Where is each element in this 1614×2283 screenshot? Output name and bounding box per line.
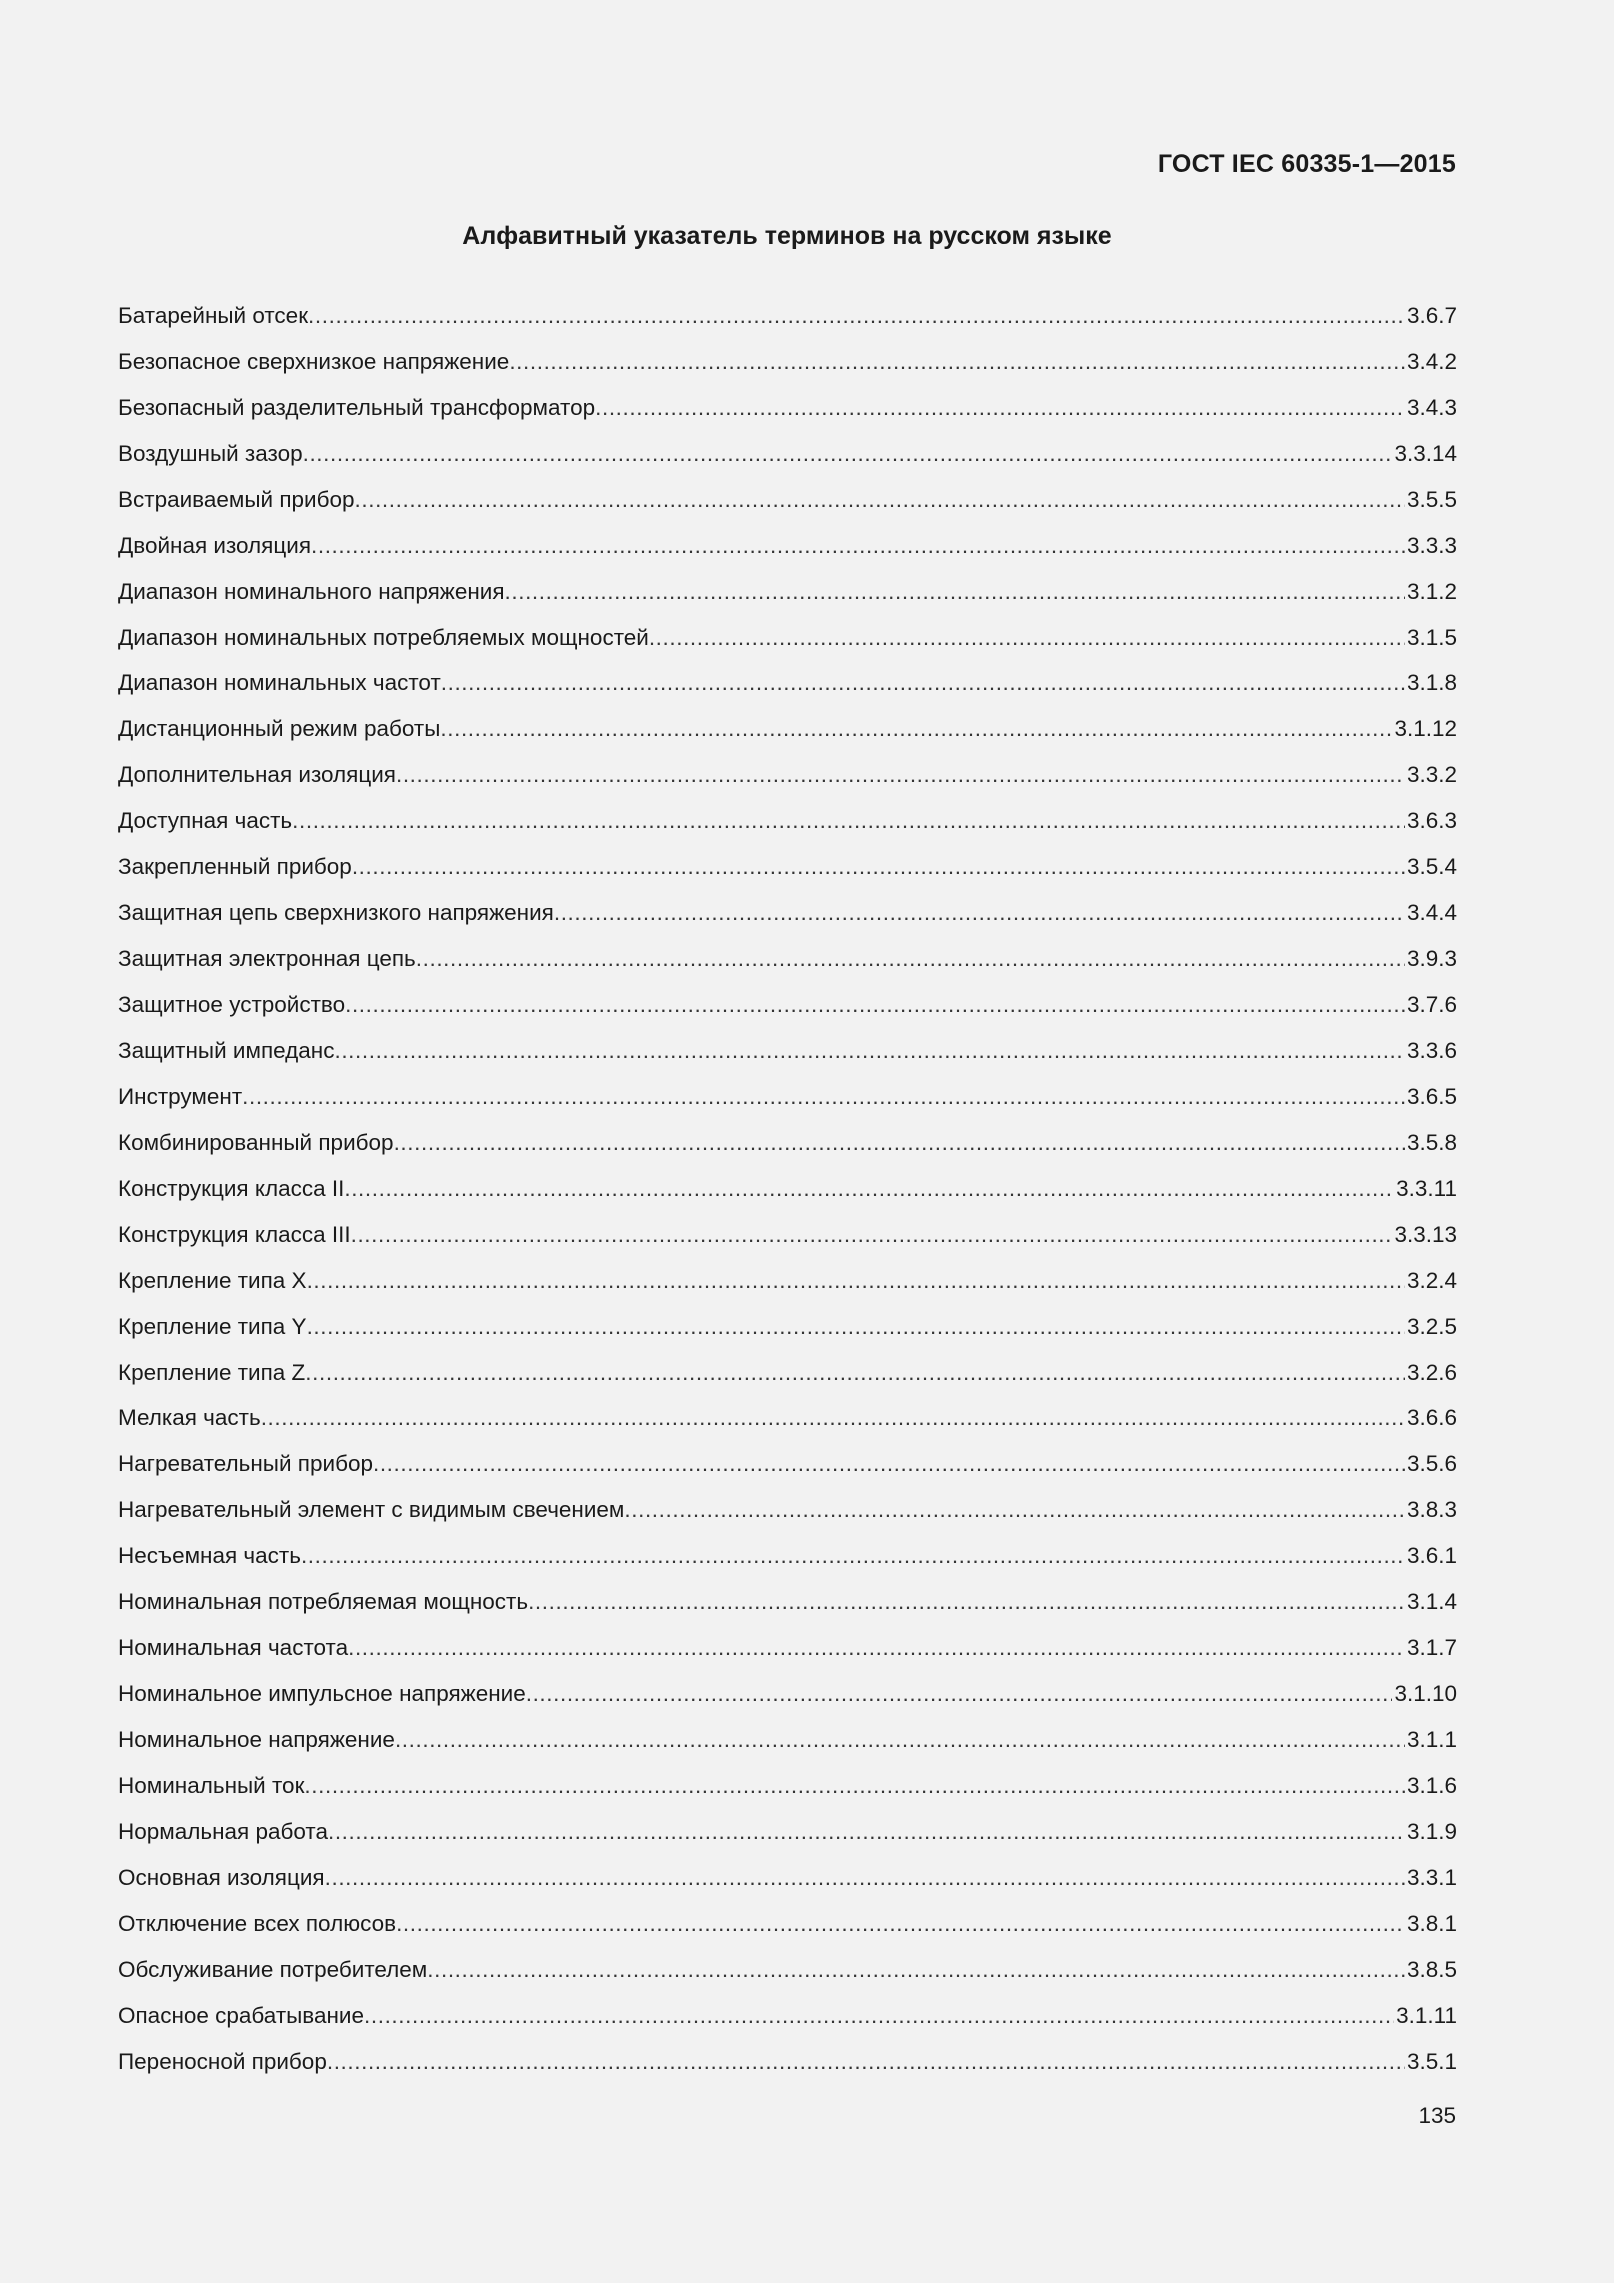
index-entry-term: Номинальный ток [118,1772,305,1798]
index-entry-term: Номинальное импульсное напряжение [118,1681,526,1707]
dot-leader [351,1212,1393,1258]
index-entry [118,1993,1457,2039]
index-entry-reference: 3.6.3 [1406,808,1457,834]
index-entry-term: Инструмент [118,1083,243,1109]
index-entry-reference: 3.8.5 [1406,1956,1457,1982]
dot-leader [394,1120,1405,1166]
dot-leader [355,477,1405,523]
index-entry-term: Диапазон номинальных потребляемых мощностей [118,624,649,650]
dot-leader [395,1717,1405,1763]
dot-leader [292,798,1405,844]
index-entry [118,569,1457,615]
index-entry-reference: 3.1.4 [1406,1589,1457,1615]
dot-leader [327,2039,1405,2085]
index-entry-term: Закрепленный прибор [118,854,352,880]
index-entry-reference: 3.1.5 [1406,624,1457,650]
index-entry-reference: 3.6.6 [1406,1405,1457,1431]
index-entry-reference: 3.1.10 [1394,1681,1457,1707]
index-entry-term: Комбинированный прибор [118,1129,394,1155]
dot-leader [396,1901,1405,1947]
index-entry-term: Конструкция класса III [118,1221,351,1247]
index-entry-term: Опасное срабатывание [118,2002,365,2028]
index-entry-term: Крепление типа Z [118,1359,306,1385]
index-entry-reference: 3.3.1 [1406,1864,1457,1890]
index-entry [118,615,1457,661]
index-entry-reference: 3.3.2 [1406,762,1457,788]
index-entry [118,890,1457,936]
dot-leader [441,660,1405,706]
index-entry [118,1074,1457,1120]
index-entry-term: Номинальная потребляемая мощность [118,1589,529,1615]
dot-leader [325,1855,1405,1901]
index-entry-reference: 3.6.1 [1406,1543,1457,1569]
dot-leader [624,1487,1405,1533]
dot-leader [505,569,1405,615]
index-entry-reference: 3.1.7 [1406,1635,1457,1661]
index-entry-reference: 3.1.6 [1406,1772,1457,1798]
index-entry-reference: 3.1.9 [1406,1818,1457,1844]
index-entry-term: Защитный импеданс [118,1037,335,1063]
dot-leader [649,615,1405,661]
dot-leader [328,1809,1405,1855]
dot-leader [352,844,1405,890]
index-entry-reference: 3.3.3 [1406,532,1457,558]
index-entry-reference: 3.7.6 [1406,992,1457,1018]
index-entry [118,1763,1457,1809]
index-entry [118,1212,1457,1258]
dot-leader [242,1074,1405,1120]
index-entry-reference: 3.9.3 [1406,946,1457,972]
index-entry-term: Батарейный отсек [118,302,309,328]
index-entry [118,1671,1457,1717]
index-entry-term: Воздушный зазор [118,440,303,466]
index-entry-term: Диапазон номинальных частот [118,670,441,696]
index-entry [118,1028,1457,1074]
dot-leader [348,1625,1405,1671]
index-entry [118,661,1457,707]
index-entry-term: Защитная цепь сверхнизкого напряжения [118,900,554,926]
index-entry [118,1855,1457,1901]
dot-leader [305,1350,1405,1396]
index-entry-term: Встраиваемый прибор [118,486,355,512]
index-entry [118,1166,1457,1212]
index-entry-reference: 3.1.2 [1406,578,1457,604]
index-entry [118,1487,1457,1533]
index-entry [118,1350,1457,1396]
index-entry-reference: 3.1.11 [1396,2002,1457,2028]
index-entry-term: Нагревательный элемент с видимым свечением [118,1497,625,1523]
index-entry [118,431,1457,477]
index-entry [118,477,1457,523]
index-entry-term: Нормальная работа [118,1818,328,1844]
dot-leader [303,431,1393,477]
index-entry [118,1809,1457,1855]
index-list [118,293,1457,2085]
index-entry [118,936,1457,982]
index-entry-term: Крепление типа Y [118,1313,307,1339]
index-entry-reference: 3.3.6 [1406,1037,1457,1063]
index-entry [118,1625,1457,1671]
dot-leader [261,1395,1405,1441]
dot-leader [301,1533,1405,1579]
dot-leader [308,293,1405,339]
index-entry-term: Диапазон номинального напряжения [118,578,505,604]
dot-leader [334,1028,1404,1074]
index-entry-reference: 3.4.3 [1406,394,1457,420]
index-entry [118,2039,1457,2085]
index-entry-term: Основная изоляция [118,1864,325,1890]
dot-leader [396,752,1405,798]
index-entry-reference: 3.5.1 [1406,2048,1457,2074]
index-entry [118,1947,1457,1993]
index-entry-term: Обслуживание потребителем [118,1956,428,1982]
index-entry [118,523,1457,569]
dot-leader [364,1993,1394,2039]
dot-leader [344,1166,1394,1212]
index-entry-term: Крепление типа X [118,1267,307,1293]
index-entry-reference: 3.5.5 [1406,486,1457,512]
index-entry-term: Номинальное напряжение [118,1727,395,1753]
index-entry [118,844,1457,890]
index-entry-term: Защитная электронная цепь [118,946,416,972]
index-entry-reference: 3.1.1 [1406,1727,1457,1753]
index-entry-reference: 3.2.4 [1406,1267,1457,1293]
index-entry-reference: 3.6.5 [1406,1083,1457,1109]
index-entry [118,1258,1457,1304]
index-entry [118,385,1457,431]
index-entry-reference: 3.3.14 [1394,440,1457,466]
page-number: 135 [1418,2103,1456,2128]
index-entry [118,1120,1457,1166]
index-entry [118,752,1457,798]
index-entry-reference: 3.4.4 [1406,900,1457,926]
index-entry-term: Дополнительная изоляция [118,762,396,788]
index-entry [118,1579,1457,1625]
dot-leader [528,1579,1405,1625]
dot-leader [440,706,1392,752]
index-entry [118,1533,1457,1579]
index-entry-reference: 3.6.7 [1406,302,1457,328]
dot-leader [373,1441,1405,1487]
dot-leader [554,890,1405,936]
dot-leader [595,385,1405,431]
index-entry [118,798,1457,844]
index-entry-reference: 3.3.11 [1396,1175,1457,1201]
index-entry [118,982,1457,1028]
dot-leader [416,936,1405,982]
index-entry-reference: 3.3.13 [1394,1221,1457,1247]
index-entry-reference: 3.5.6 [1406,1451,1457,1477]
index-entry [118,293,1457,339]
index-entry-term: Дистанционный режим работы [118,716,441,742]
index-entry-reference: 3.2.6 [1406,1359,1457,1385]
index-entry-reference: 3.5.8 [1406,1129,1457,1155]
index-entry-reference: 3.8.1 [1406,1910,1457,1936]
index-entry-term: Безопасное сверхнизкое напряжение [118,348,510,374]
dot-leader [307,1258,1405,1304]
index-entry [118,1396,1457,1442]
index-entry [118,706,1457,752]
index-entry-term: Доступная часть [118,808,293,834]
index-entry [118,1901,1457,1947]
dot-leader [307,1304,1405,1350]
dot-leader [345,982,1405,1028]
dot-leader [509,339,1405,385]
index-entry-reference: 3.4.2 [1406,348,1457,374]
index-entry-reference: 3.8.3 [1406,1497,1457,1523]
index-entry-term: Переносной прибор [118,2048,327,2074]
index-entry-term: Номинальная частота [118,1635,349,1661]
index-entry-term: Несъемная часть [118,1543,301,1569]
index-entry-term: Безопасный разделительный трансформатор [118,394,596,420]
index-title: Алфавитный указатель терминов на русском языке [462,222,1112,250]
index-entry-reference: 3.1.8 [1406,670,1457,696]
index-entry [118,339,1457,385]
index-entry-term: Нагревательный прибор [118,1451,373,1477]
index-entry [118,1304,1457,1350]
index-entry [118,1441,1457,1487]
dot-leader [304,1763,1405,1809]
document-header: ГОСТ IEC 60335-1—2015 [1157,150,1456,178]
dot-leader [427,1947,1405,1993]
index-entry-term: Защитное устройство [118,992,346,1018]
index-entry-reference: 3.1.12 [1394,716,1457,742]
index-entry-term: Мелкая часть [118,1405,261,1431]
index-entry-term: Отключение всех полюсов [118,1910,397,1936]
index-entry-reference: 3.2.5 [1406,1313,1457,1339]
dot-leader [311,523,1405,569]
index-entry-term: Конструкция класса II [118,1175,345,1201]
index-entry [118,1717,1457,1763]
index-entry-reference: 3.5.4 [1406,854,1457,880]
index-entry-term: Двойная изоляция [118,532,311,558]
dot-leader [526,1671,1393,1717]
